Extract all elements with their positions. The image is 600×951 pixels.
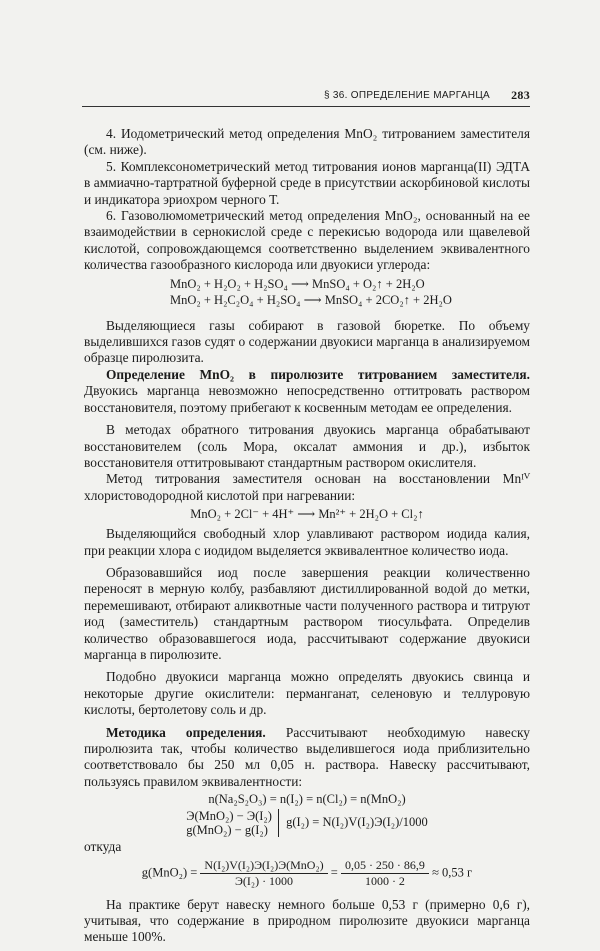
mass-result: ≈ 0,53 г bbox=[432, 865, 473, 879]
mass-lhs: g(MnO₂) = bbox=[141, 865, 198, 879]
formula-mass: g(MnO₂) = $\frac{\text{N(I₂)V(I₂)Э(I₂)Э(MnO₂)}}{\text{Э(I₂) · 1000}}$ = $\frac{0,05 \cdot 250 \cdot 86,9}{1000 \cdot 2}$ ≈ 0,53 г bbox=[141, 857, 473, 888]
paragraph-text: Рассчитывают необходимую навеску пиролюзита так, чтобы количество выделившегося иода приблизительно соответствовало бы 250 мл 0,05 н. раствора. Навеску рассчитывают, пользуясь правилом эквивалентности: bbox=[84, 724, 530, 789]
paragraph: В методах обратного титрования двуокись марганца обрабатывают восстановителем (соль Мора, оксалат аммония и др.), избыток восстановителя оттитровывают стандартным раствором окислителя. bbox=[84, 422, 530, 470]
paragraph bbox=[84, 367, 530, 416]
fraction-denominator: Э(I₂) · 1000 bbox=[234, 873, 294, 888]
running-header bbox=[82, 88, 530, 107]
paragraph: 5. Комплексонометрический метод титрования ионов марганца(II) ЭДТА в аммиачно-тартратной буферной среде в присутствии аскорбиновой кислоты и индикатора эриохром черного Т. bbox=[84, 158, 530, 207]
paragraph: 4. Иодометрический метод определения MnO₂ титрованием заместителя (см. ниже). bbox=[84, 126, 530, 158]
fraction-numerator: N(I₂)V(I₂)Э(I₂)Э(MnO₂) bbox=[200, 858, 327, 874]
ratio-matrix bbox=[186, 809, 279, 837]
paragraph-text: Двуокись марганца невозможно непосредственно оттитровать раствором восстановителя, поэтому прибегают к косвенным методам ее определения. bbox=[84, 383, 530, 415]
formula-equivalence: n(Na₂S₂O₃) = n(I₂) = n(Cl₂) = n(MnO₂) bbox=[208, 792, 406, 807]
equation: MnO₂ + H₂C₂O₄ + H₂SO₄ ⟶ MnSO₄ + 2CO₂↑ + 2H₂O bbox=[170, 292, 452, 307]
paragraph: Метод титрования заместителя основан на восстановлении Mnᴵⱽ хлористоводородной кислотой при нагревании: bbox=[84, 471, 530, 503]
paragraph bbox=[84, 725, 530, 791]
word-otkuda: откуда bbox=[84, 839, 122, 855]
equation: MnO₂ + 2Cl⁻ + 4H⁺ ⟶ Mn²⁺ + 2H₂O + Cl₂↑ bbox=[190, 507, 424, 522]
subheading: Определение MnO₂ в пиролюзите титрованием заместителя. bbox=[106, 366, 530, 382]
ratio-result: g(I₂) = N(I₂)V(I₂)Э(I₂)/1000 bbox=[286, 815, 428, 830]
subheading: Методика определения. bbox=[106, 724, 266, 740]
paragraph: На практике берут навеску немного больше 0,53 г (примерно 0,6 г), учитывая, что содержание в природном пиролюзите двуокиси марганца меньше 100%. bbox=[84, 896, 530, 945]
paragraph: Подобно двуокиси марганца можно определять двуокись свинца и некоторые другие окислители: перманганат, селеновую и теллуровую кислоты, бертолетову соль и др. bbox=[84, 669, 530, 718]
paragraph: 6. Газоволюмометрический метод определения MnO₂, основанный на ее взаимодействии в сернокислой среде с перекисью водорода или щавелевой кислотой, сопровождающемся соответственно выделением эквивалентного количества газообразного кислорода или двуокиси углерода: bbox=[84, 208, 530, 273]
ratio-top: Э(MnO₂) − Э(I₂) bbox=[186, 809, 272, 824]
fraction-numerator: 0,05 · 250 · 86,9 bbox=[341, 858, 429, 874]
section-title: § 36. ОПРЕДЕЛЕНИЕ МАРГАНЦА bbox=[323, 90, 490, 101]
page-body bbox=[84, 126, 530, 946]
fraction-denominator: 1000 · 2 bbox=[364, 873, 405, 888]
ratio-bottom: g(MnO₂) − g(I₂) bbox=[186, 823, 268, 838]
fraction-symbolic bbox=[200, 858, 327, 889]
page-number: 283 bbox=[511, 88, 530, 102]
paragraph: Выделяющийся свободный хлор улавливают раствором иодида калия, при реакции хлора с иодидом выделяется эквивалентное количество иода. bbox=[84, 526, 530, 558]
formula-ratio bbox=[84, 809, 530, 837]
fraction-numeric bbox=[341, 858, 429, 889]
equation: MnO₂ + H₂O₂ + H₂SO₄ ⟶ MnSO₄ + O₂↑ + 2H₂O bbox=[170, 276, 425, 291]
paragraph: Образовавшийся иод после завершения реакции количественно переносят в мерную колбу, разбавляют дистиллированной водой до метки, перемешивают, отбирают аликвотные части полученного раствора и титруют иод (заместитель) стандартным раствором тиосульфата. Определив количество образовавшегося иода, рассчитывают содержание двуокиси марганца в пиролюзите. bbox=[84, 564, 530, 662]
paragraph: Выделяющиеся газы собирают в газовой бюретке. По объему выделившихся газов судят о содержании двуокиси марганца в анализируемом образце пиролюзита. bbox=[84, 317, 530, 366]
